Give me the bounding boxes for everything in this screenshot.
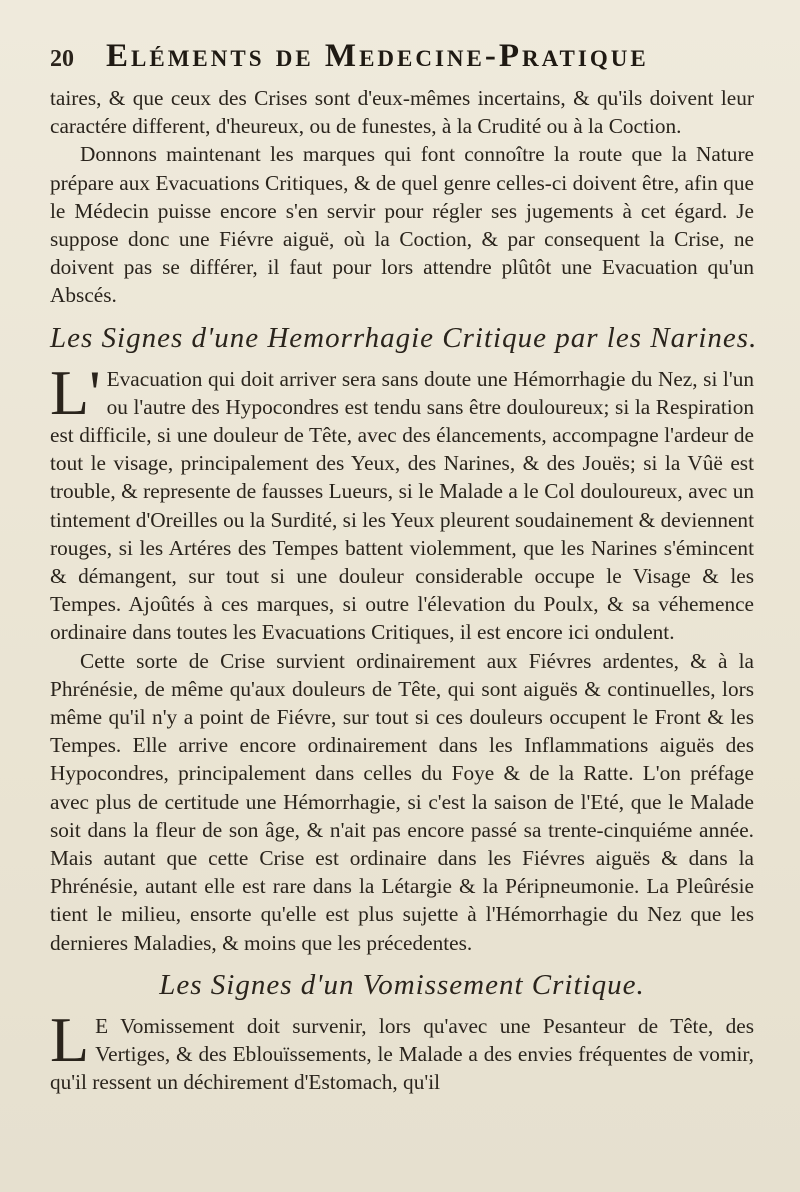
paragraph-hemorrhagie-occurrence: Cette sorte de Crise survient ordinairement aux Fiévres ardentes, & à la Phrénésie, de même qu'aux douleurs de Tête, qui sont aiguës & continuelles, lors même qu'il n'y a point de Fiévre, sur tout si ces douleurs occupent le Front & les Tempes. Elle arrive encore ordinairement dans les Inflammations aiguës des Hypocondres, principalement dans celles du Foye & de la Ratte. L'on préfage avec plus de certitude une Hémorrhagie, si c'est la saison de l'Eté, que le Malade soit dans la fleur de son âge, & n'ait pas encore passé sa trente-cinquiéme année. Mais autant que cette Crise est ordinaire dans les Fiévres aiguës & dans la Phrénésie, autant elle est rare dans la Létargie & la Péripneumonie. La Pleûrésie tient le milieu, ensorte qu'elle est plus sujette à l'Hémorrhagie du Nez que les dernieres Maladies, & moins que les précedentes.: [50, 648, 754, 955]
paragraph-intro: Donnons maintenant les marques qui font connoître la route que la Nature prépare aux Evacuations Critiques, & de quel genre celles-ci doivent être, afin que le Médecin puisse encore s'en servir pour régler ses jugements à cet égard. Je suppose donc une Fiévre aiguë, où la Coction, & par consequent la Crise, ne doivent pas se différer, il faut pour lors attendre plûtôt une Evacuation qu'un Abscés.: [50, 142, 754, 308]
paragraph-continuation: taires, & que ceux des Crises sont d'eux-mêmes incertains, & qu'ils doivent leur caractére different, d'heureux, ou de funestes, à la Crudité ou à la Coction.: [50, 86, 754, 139]
running-title: Eléments de Medecine-Pratique: [106, 38, 649, 74]
paragraph-hemorrhagie-signs: L'Evacuation qui doit arriver sera sans doute une Hémorrhagie du Nez, si l'un ou l'autre des Hypocondres est tendu sans être douloureux; si la Respiration est difficile, si une douleur de Tête, avec des élancements, accompagne l'ardeur de tout le visage, principalement des Yeux, des Narines, & des Jouës; si la Vûë est trouble, & represente de fausses Lueurs, si le Malade a le Col douloureux, avec un tintement d'Oreilles ou la Surdité, si les Yeux pleurent soudainement & deviennent rouges, si les Artéres des Tempes battent violemment, que les Narines s'émincent & démangent, sur tout si une douleur considerable occupe le Visage & les Tempes. Ajoûtés à ces marques, si outre l'élevation du Poulx, & sa véhemence ordinaire dans toutes les Evacuations Critiques, il est encore ici ondulent.: [50, 356, 754, 645]
running-head: [50, 38, 754, 78]
section-heading-vomissement: Les Signes d'un Vomissement Critique.: [159, 968, 645, 1001]
paragraph-vomissement-signs: LE Vomissement doit survenir, lors qu'avec une Pesanteur de Tête, des Vertiges, & des Eblouïssements, le Malade a des envies fréquentes de vomir, qu'il ressent un déchirement d'Estomach, qu'il: [50, 1003, 754, 1095]
page-number: 20: [50, 46, 74, 72]
section-heading-hemorrhagie: Les Signes d'une Hemorrhagie Critique par les Narines.: [50, 321, 758, 354]
